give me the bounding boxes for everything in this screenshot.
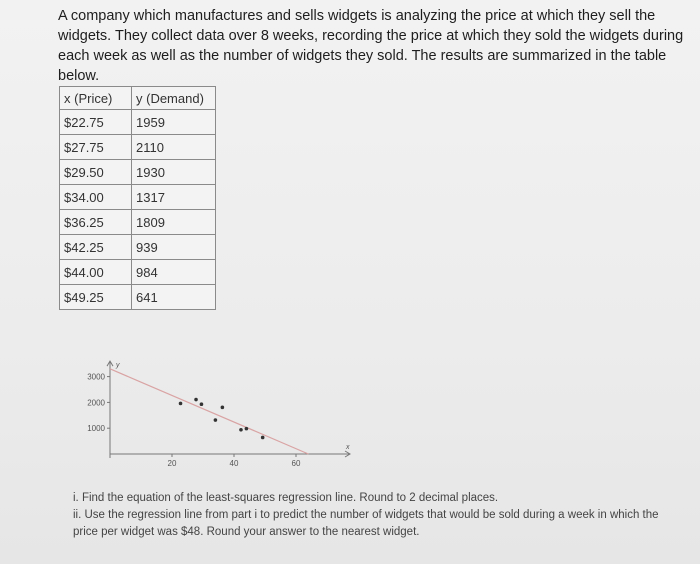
regression-line-group xyxy=(110,369,308,454)
price-cell: $29.50 xyxy=(60,160,132,185)
data-point xyxy=(239,428,243,432)
table-header-row xyxy=(60,87,216,110)
price-demand-table xyxy=(59,86,216,310)
demand-cell: 641 xyxy=(132,285,216,310)
question-1: i. Find the equation of the least-squares regression line. Round to 2 decimal places. xyxy=(73,492,499,504)
data-point xyxy=(261,436,265,440)
table-row xyxy=(60,260,216,285)
y-tick-label: 3000 xyxy=(87,372,105,382)
x-tick-label: 40 xyxy=(229,459,239,468)
price-cell: $27.75 xyxy=(60,135,132,160)
y-tick-label: 2000 xyxy=(87,398,105,408)
demand-cell: 984 xyxy=(132,260,216,285)
demand-cell: 1959 xyxy=(132,110,216,135)
questions xyxy=(73,490,683,541)
data-point xyxy=(194,398,198,402)
plot-axes xyxy=(107,361,350,458)
scatter-plot xyxy=(70,348,370,482)
question-2: ii. Use the regression line from part i to predict the number of widgets that would be sold during a week in which the price per widget was $48. Round your answer to the nearest widget. xyxy=(73,509,659,538)
price-cell: $36.25 xyxy=(60,210,132,235)
table-row xyxy=(60,235,216,260)
regression-line xyxy=(110,369,308,454)
price-cell: $34.00 xyxy=(60,185,132,210)
table-row xyxy=(60,110,216,135)
data-point xyxy=(245,427,249,431)
demand-cell: 1930 xyxy=(132,160,216,185)
price-cell: $44.00 xyxy=(60,260,132,285)
table-row xyxy=(60,185,216,210)
x-axis-label: x xyxy=(346,444,350,451)
column-header-demand: y (Demand) xyxy=(132,87,216,110)
demand-cell: 2110 xyxy=(132,135,216,160)
data-point xyxy=(221,406,225,410)
data-point xyxy=(179,402,183,406)
x-tick-label: 20 xyxy=(167,459,177,468)
demand-cell: 1317 xyxy=(132,185,216,210)
table-row xyxy=(60,135,216,160)
data-point xyxy=(214,418,218,422)
data-point xyxy=(200,402,204,406)
price-cell: $49.25 xyxy=(60,285,132,310)
column-header-price: x (Price) xyxy=(60,87,132,110)
demand-cell: 1809 xyxy=(132,210,216,235)
price-cell: $42.25 xyxy=(60,235,132,260)
table-row xyxy=(60,210,216,235)
y-axis-label: y xyxy=(116,362,120,370)
x-tick-label: 60 xyxy=(291,459,301,468)
demand-cell: 939 xyxy=(132,235,216,260)
problem-intro: A company which manufactures and sells widgets is analyzing the price at which they sell the widgets. They collect data over 8 weeks, recording the price at which they sold the widgets during each week as well as the number of widgets they sold. The results are summarized in the table below. xyxy=(58,8,684,84)
y-tick-label: 1000 xyxy=(87,424,105,434)
table-row xyxy=(60,285,216,310)
table-row xyxy=(60,160,216,185)
price-cell: $22.75 xyxy=(60,110,132,135)
